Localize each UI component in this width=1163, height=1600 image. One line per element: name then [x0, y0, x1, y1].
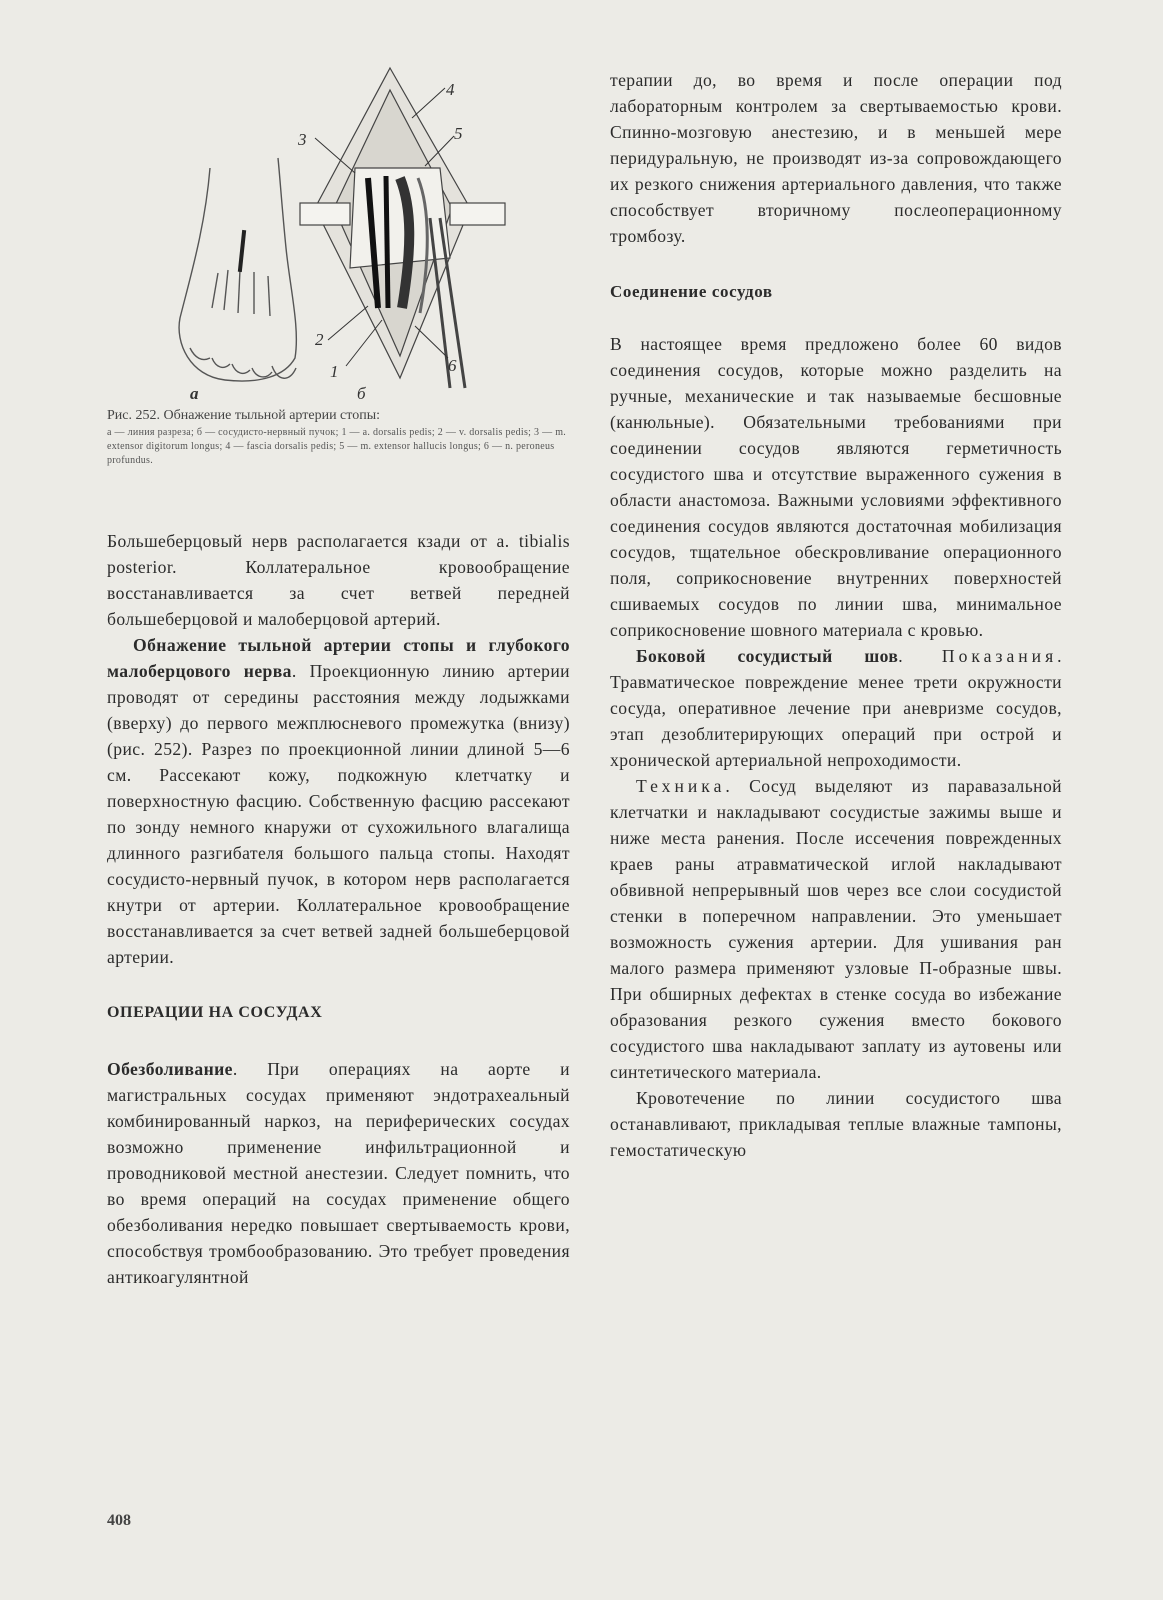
- right-paragraph-1: терапии до, во время и после операции под лабораторным контролем за свертываемостью крови. Спинно-мозговую анестезию, и в меньшей мере перидуральную, не производят из-за сопровождающего их резкого снижения артериального давления, что также способствует вторичному послеоперационному тромбозу.: [610, 70, 1062, 246]
- foot-illustration: [150, 58, 560, 408]
- left-p3-text: . При операциях на аорте и магистральных сосудах применяют эндотрахеальный комбинированный наркоз, на периферических сосудах возможно применение инфильтрационной и проводниковой местной анестезии. Следует помнить, что во время операций на сосудах применение общего обезболивания нередко повышает свертываемость крови, способствуя тромбообразованию. Это требует проведения антикоагулянтной: [107, 1059, 570, 1287]
- section-heading: ОПЕРАЦИИ НА СОСУДАХ: [107, 1004, 323, 1021]
- figure-label-1: 1: [330, 362, 339, 381]
- left-p2-bold: Обнажение тыльной артерии стопы и глубокого малоберцового нерва: [107, 635, 570, 681]
- figure-label-3: 3: [298, 130, 307, 149]
- caption-title: Рис. 252. Обнажение тыльной артерии стопы:: [107, 408, 380, 423]
- left-p2-text: . Проекционную линию артерии проводят от середины расстояния между лодыжками (вверху) до первого межплюсневого промежутка (внизу) (рис. 252). Разрез по проекционной линии длиной 5—6 см. Рассекают кожу, подкожную клетчатку и поверхностную фасцию. Собственную фасцию рассекают по зонду немного кнаружи от сухожильного влагалища длинного разгибателя большого пальца стопы. Находят сосудисто-нервный пучок, в котором нерв располагается кнутри от артерии. Коллатеральное кровообращение восстанавливается за счет ветвей задней большеберцовой артерии.: [107, 661, 570, 967]
- figure-label-4: 4: [446, 80, 455, 99]
- left-column: [107, 528, 570, 1290]
- right-p3-text: . Травматическое повреждение менее трети окружности сосуда, оперативное лечение при аневризме сосудов, этап дезоблитерирующих операций при острой и хронической артериальной непроходимости.: [610, 646, 1062, 770]
- page-number: 408: [107, 1512, 131, 1529]
- figure-label-a: а: [190, 384, 199, 403]
- left-paragraph-1: Большеберцовый нерв располагается кзади от a. tibialis posterior. Коллатеральное кровообращение восстанавливается за счет ветвей передней большеберцовой и малоберцовой артерий.: [107, 531, 570, 629]
- figure-caption: [107, 409, 570, 467]
- caption-legend: а — линия разреза; б — сосудисто-нервный пучок; 1 — a. dorsalis pedis; 2 — v. dorsalis pedis; 3 — m. extensor digitorum longus; 4 — fascia dorsalis pedis; 5 — m. extensor hallucis longus; 6 — n. peroneus profundus.: [107, 427, 567, 466]
- left-paragraph-3: [107, 1056, 570, 1290]
- right-p3-bold: Боковой сосудистый шов: [636, 646, 899, 666]
- left-paragraph-2: [107, 632, 570, 970]
- right-p4-text: . Сосуд выделяют из паравазальной клетчатки и накладывают сосудистые зажимы выше и ниже места ранения. После иссечения поврежденных краев раны атравматической иглой накладывают обвивной непрерывный шов через все слои сосудистой стенки в поперечном направлении. Это уменьшает возможность сужения артерии. Для ушивания ран малого размера применяют узловые П-образные швы. При обширных дефектах в стенке сосуда во избежание образования резкого сужения вместо бокового сосудистого шва накладывают заплату из аутовены или синтетического материала.: [610, 776, 1062, 1082]
- right-paragraph-3: [610, 643, 1062, 773]
- right-column: [610, 67, 1062, 1163]
- right-p3-spaced: . Показания: [898, 646, 1058, 666]
- figure-label-b: б: [357, 384, 366, 403]
- right-p4-spaced: Техника: [636, 776, 726, 796]
- right-paragraph-5: Кровотечение по линии сосудистого шва останавливают, прикладывая теплые влажные тампоны, гемостатическую: [610, 1088, 1062, 1160]
- right-paragraph-4: [610, 773, 1062, 1085]
- figure-label-2: 2: [315, 330, 324, 349]
- right-paragraph-2: В настоящее время предложено более 60 видов соединения сосудов, которые можно разделить на ручные, механические и так называемые бесшовные (канюльные). Обязательными требованиями при соединении сосудов являются герметичность сосудистого шва и отсутствие выраженного сужения в области анастомоза. Важными условиями эффективного соединения сосудов являются достаточная мобилизация сосудов, тщательное обескровливание операционного поля, соприкосновение внутренних поверхностей сшиваемых сосудов по линии шва, минимальное соприкосновение шовного материала с кровью.: [610, 334, 1062, 640]
- figure-label-5: 5: [454, 124, 463, 143]
- left-p3-bold: Обезболивание: [107, 1059, 233, 1079]
- figure-252: [150, 58, 560, 408]
- figure-label-6: 6: [448, 356, 457, 375]
- subsection-heading: Соединение сосудов: [610, 282, 773, 301]
